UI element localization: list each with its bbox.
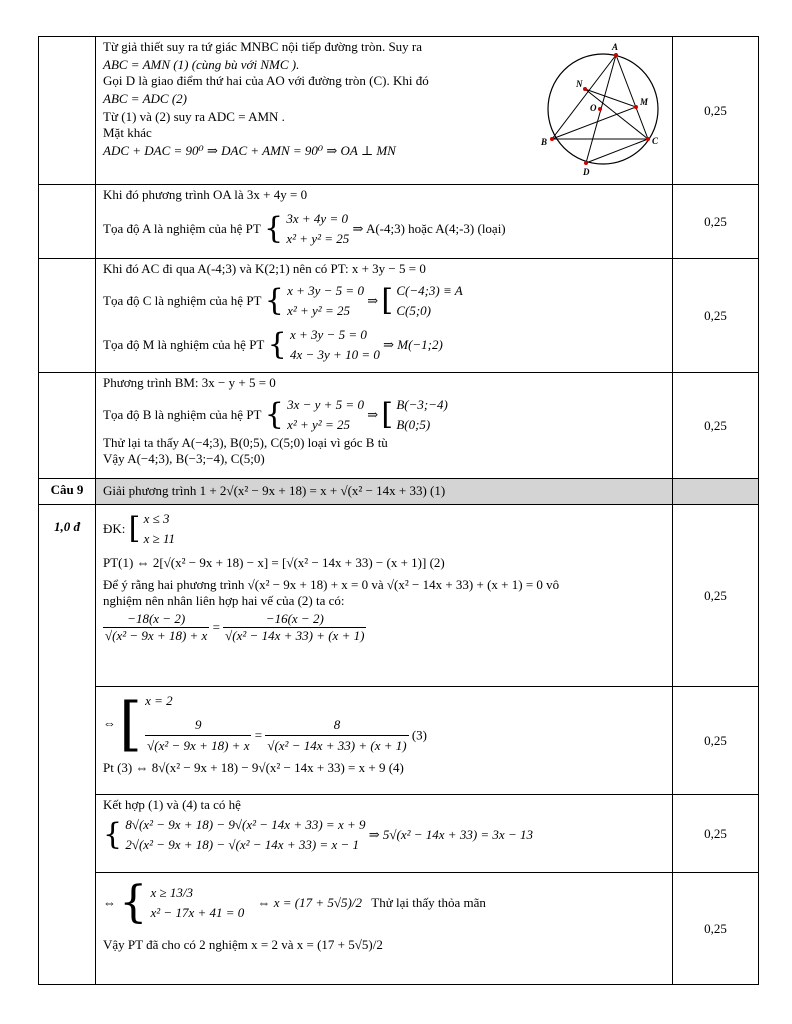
point-m xyxy=(634,105,638,109)
equation: 3x + 4y = 0 xyxy=(286,211,348,226)
question-cell xyxy=(39,505,96,985)
equals-sign: = xyxy=(254,727,263,743)
score-cell xyxy=(673,479,759,505)
text-line: Tọa độ B là nghiệm của hệ PT xyxy=(103,407,262,422)
table-row xyxy=(39,795,759,873)
fraction-equation xyxy=(103,609,666,644)
result-text: ⇒ 5√(x² − 14x + 33) = 3x − 13 xyxy=(368,827,533,842)
solution-table xyxy=(38,36,759,985)
equals-sign: = xyxy=(212,619,220,635)
point-a xyxy=(614,53,618,57)
text-line: PT(1) ⇔ 2[√(x² − 9x + 18) − x] = [√(x² − 14x + 33) − (x + 1)] (2) xyxy=(103,555,445,570)
text-line: Phương trình BM: 3x − y + 5 = 0 xyxy=(103,375,276,390)
solution-cell xyxy=(96,795,673,873)
question-points: 1,0 đ xyxy=(54,519,80,534)
text-line: Để ý rằng hai phương trình √(x² − 9x + 18) + x = 0 và √(x² − 14x + 33) + (x + 1) = 0 vô xyxy=(103,577,560,592)
score-cell: 0,25 xyxy=(673,873,759,985)
equation: x + 3y − 5 = 0 xyxy=(287,283,364,298)
table-row xyxy=(39,505,759,687)
fraction xyxy=(103,611,209,644)
condition: x ≤ 3 xyxy=(143,511,170,526)
brace: { xyxy=(103,817,123,852)
solution-cell xyxy=(96,37,673,185)
point-d xyxy=(584,161,588,165)
fraction xyxy=(265,715,408,756)
fraction xyxy=(223,611,366,644)
condition: x ≥ 11 xyxy=(143,531,176,546)
table-row xyxy=(39,259,759,373)
question-header-row xyxy=(39,479,759,505)
table-row xyxy=(39,185,759,259)
case xyxy=(145,711,427,756)
table-row xyxy=(39,687,759,795)
denominator: √(x² − 14x + 33) + (x + 1) xyxy=(267,738,407,753)
equation-number: (3) xyxy=(411,727,427,743)
numerator: 9 xyxy=(145,715,251,736)
brace: { xyxy=(264,211,284,246)
brace: { xyxy=(264,283,284,318)
numerator: −16(x − 2) xyxy=(223,611,366,628)
solution-cell xyxy=(96,185,673,259)
solution-cell xyxy=(96,505,673,687)
label-o: O xyxy=(590,103,597,113)
bracket: [ xyxy=(119,689,142,758)
text-line: ADC + DAC = 90⁰ ⇒ DAC + AMN = 90⁰ ⇒ OA ⊥ MN xyxy=(103,143,396,158)
text-line: ABC = AMN (1) (cùng bù với NMC ). xyxy=(103,57,300,72)
text-line: Khi đó AC đi qua A(-4;3) và K(2;1) nên có PT: x + 3y − 5 = 0 xyxy=(103,261,426,276)
equation-system xyxy=(287,281,364,321)
brace: { xyxy=(267,327,287,362)
table-row xyxy=(39,873,759,985)
equation: 4x − 3y + 10 = 0 xyxy=(289,347,380,362)
implies-symbol: ⇒ xyxy=(367,293,379,308)
text-line: Vậy A(−4;3), B(−3;−4), C(5;0) xyxy=(103,451,265,466)
score-cell: 0,25 xyxy=(673,37,759,185)
solution-set xyxy=(396,281,462,321)
text-line: ABC = ADC (2) xyxy=(103,91,187,106)
solution-cell xyxy=(96,687,673,795)
bracket: [ xyxy=(381,397,394,432)
solution: B(−3;−4) xyxy=(396,397,448,412)
label-b: B xyxy=(541,137,548,147)
label-m: M xyxy=(640,97,649,107)
circle-geometry-figure xyxy=(538,39,668,179)
equation-system xyxy=(151,883,245,923)
brace: { xyxy=(264,397,284,432)
table-row xyxy=(39,37,759,185)
equation: x² − 17x + 41 = 0 xyxy=(150,905,245,920)
equation: x + 3y − 5 = 0 xyxy=(289,327,367,342)
point-c xyxy=(646,137,650,141)
result-text: ⇒ M(−1;2) xyxy=(383,337,443,352)
equation-system xyxy=(286,209,349,249)
question-cell xyxy=(39,373,96,479)
score-cell: 0,25 xyxy=(673,259,759,373)
denominator: √(x² − 9x + 18) + x xyxy=(105,628,208,643)
bracket: [ xyxy=(128,511,141,546)
implies-symbol: ⇒ xyxy=(367,407,379,422)
numerator: 8 xyxy=(265,715,408,736)
score-cell: 0,25 xyxy=(673,687,759,795)
label-c: C xyxy=(652,136,659,146)
result-text: ⇔ x = (17 + 5√5)/2 xyxy=(257,895,362,910)
text-line: Gọi D là giao điểm thứ hai của AO với đường tròn (C). Khi đó xyxy=(103,73,429,88)
denominator: √(x² − 9x + 18) + x xyxy=(147,738,250,753)
case: x = 2 xyxy=(145,693,173,708)
table-row xyxy=(39,373,759,479)
solution: C(5;0) xyxy=(396,303,431,318)
numerator: −18(x − 2) xyxy=(103,611,209,628)
question-cell xyxy=(39,37,96,185)
solution-set xyxy=(396,395,447,435)
equivalent-symbol: ⇔ xyxy=(103,715,116,731)
text-line: Khi đó phương trình OA là 3x + 4y = 0 xyxy=(103,187,308,202)
text-line: Tọa độ A là nghiệm của hệ PT xyxy=(103,221,261,236)
label-a: A xyxy=(612,42,619,52)
question-cell xyxy=(39,479,96,505)
question-cell xyxy=(39,185,96,259)
question-label: Câu 9 xyxy=(50,482,84,497)
fraction xyxy=(145,715,251,756)
case-set xyxy=(145,691,427,756)
label-d: D xyxy=(583,167,590,177)
label-n: N xyxy=(576,79,583,89)
text-line: Từ (1) và (2) suy ra ADC = AMN . xyxy=(103,109,285,124)
result-text: ⇒ A(-4;3) hoặc A(4;-3) (loại) xyxy=(352,221,506,236)
point-b xyxy=(550,137,554,141)
circle-c xyxy=(548,54,658,164)
text-line: Từ giả thiết suy ra tứ giác MNBC nội tiếp đường tròn. Suy ra xyxy=(103,39,423,54)
check-text: Thử lại thấy thỏa mãn xyxy=(371,895,486,910)
question-cell xyxy=(39,259,96,373)
text-line: Pt (3) ⇔ 8√(x² − 9x + 18) − 9√(x² − 14x + 33) = x + 9 (4) xyxy=(103,760,404,775)
text-line: Mặt khác xyxy=(103,125,152,140)
condition: x ≥ 13/3 xyxy=(150,885,194,900)
denominator: √(x² − 14x + 33) + (x + 1) xyxy=(225,628,365,643)
score-cell: 0,25 xyxy=(673,373,759,479)
equation-system xyxy=(290,325,380,365)
solution-cell xyxy=(96,873,673,985)
solution: C(−4;3) ≡ A xyxy=(396,283,463,298)
equation: 2√(x² − 9x + 18) − √(x² − 14x + 33) = x − 1 xyxy=(125,837,359,852)
equation-system xyxy=(287,395,364,435)
equation: x² + y² = 25 xyxy=(286,231,350,246)
conclusion-line: Vậy PT đã cho có 2 nghiệm x = 2 và x = (17 + 5√5)/2 xyxy=(103,937,383,952)
equation: 3x − y + 5 = 0 xyxy=(287,397,364,412)
equivalent-symbol: ⇔ xyxy=(103,895,116,910)
solution-cell xyxy=(96,373,673,479)
equation: 8√(x² − 9x + 18) − 9√(x² − 14x + 33) = x + 9 xyxy=(125,817,366,832)
text-line: Tọa độ C là nghiệm của hệ PT xyxy=(103,293,262,308)
bracket: [ xyxy=(381,283,394,318)
condition-set xyxy=(144,509,175,549)
equation: x² + y² = 25 xyxy=(287,417,350,432)
problem-statement-cell xyxy=(96,479,673,505)
equation: x² + y² = 25 xyxy=(287,303,350,318)
point-o xyxy=(598,107,602,111)
text-line: Kết hợp (1) và (4) ta có hệ xyxy=(103,797,241,812)
solution-cell xyxy=(96,259,673,373)
text-line: nghiệm nên nhân liên hợp hai vế của (2) ta có: xyxy=(103,593,345,608)
text-line: Tọa độ M là nghiệm của hệ PT xyxy=(103,337,265,352)
point-n xyxy=(583,87,587,91)
condition-label: ĐK: xyxy=(103,521,126,536)
solution: B(0;5) xyxy=(396,417,431,432)
equation-system xyxy=(125,815,365,855)
brace: { xyxy=(119,877,148,928)
score-cell: 0,25 xyxy=(673,795,759,873)
score-cell: 0,25 xyxy=(673,505,759,687)
problem-statement: Giải phương trình 1 + 2√(x² − 9x + 18) = x + √(x² − 14x + 33) (1) xyxy=(103,483,446,498)
score-cell: 0,25 xyxy=(673,185,759,259)
text-line: Thử lại ta thấy A(−4;3), B(0;5), C(5;0) loại vì góc B tù xyxy=(103,435,388,450)
